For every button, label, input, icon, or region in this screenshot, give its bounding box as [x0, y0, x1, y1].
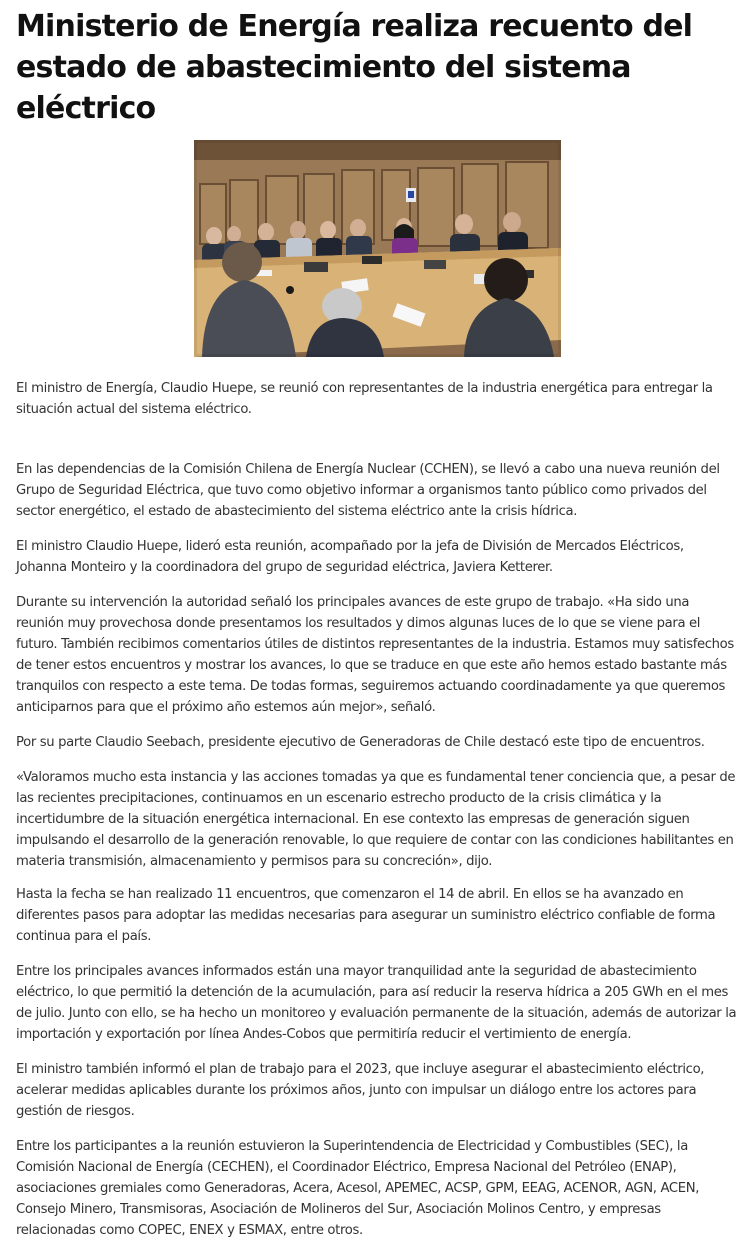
- paragraph: Entre los principales avances informados están una mayor tranquilidad ante la seguridad de abastecimiento eléctrico, lo que permitió la detención de la acumulación, para así reducir la reserva hídrica a 205 GWh en el mes de julio. Junto con ello, se ha hecho un monitoreo y evaluación permanente de la situación, además de autorizar la importación y exportación por línea Andes-Cobos que permitiría reducir el vertimiento de energía.: [16, 964, 737, 1042]
- paragraph: Entre los participantes a la reunión estuvieron la Superintendencia de Electricidad y Combustibles (SEC), la Comisión Nacional de Energía (CECHEN), el Coordinador Eléctrico, Empresa Nacional del Petróleo (ENAP), asociaciones gremiales como Generadoras, Acera, Acesol, APEMEC, ACSP, GPM, EEAG, ACENOR, AGN, ACEN, Consejo Minero, Transmisoras, Asociación de Molineros del Sur, Asociación Molinos Centro, y empresas relacionadas como COPEC, ENEX y ESMAX, entre otros.: [16, 1139, 700, 1238]
- paragraph: Durante su intervención la autoridad señaló los principales avances de este grupo de trabajo. «Ha sido una reunión muy provechosa donde presentamos los resultados y dimos algunas luces de lo que se viene para el futuro. También recibimos comentarios útiles de distintos representantes de la industria. Estamos muy satisfechos de tener estos encuentros y mostrar los avances, lo que se traduce en que este año hemos estado bastante más tranquilos con respecto a este tema. De todas formas, seguiremos actuando coordinadamente ya que queremos anticiparnos para que el próximo año estemos aún mejor», señaló.: [16, 595, 734, 715]
- article-body: [16, 378, 738, 1241]
- article-headline: Ministerio de Energía realiza recuento del estado de abastecimiento del sistema eléctrico: [16, 9, 693, 126]
- meeting-photo-illustration: [194, 140, 561, 357]
- paragraph: El ministro también informó el plan de trabajo para el 2023, que incluye asegurar el abastecimiento eléctrico, acelerar medidas aplicables durante los próximos años, junto con impulsar un diálogo entre los actores para gestión de riesgos.: [16, 1062, 705, 1119]
- paragraph: Por su parte Claudio Seebach, presidente ejecutivo de Generadoras de Chile destacó este tipo de encuentros.: [16, 735, 705, 750]
- paragraph: En las dependencias de la Comisión Chilena de Energía Nuclear (CCHEN), se llevó a cabo una nueva reunión del Grupo de Seguridad Eléctrica, que tuvo como objetivo informar a organismos tanto público como privados del sector energético, el estado de abastecimiento del sistema eléctrico ante la crisis hídrica.: [16, 462, 720, 519]
- paragraph: El ministro Claudio Huepe, lideró esta reunión, acompañado por la jefa de División de Mercados Eléctricos, Johanna Monteiro y la coordinadora del grupo de seguridad eléctrica, Javiera Ketterer.: [16, 539, 684, 575]
- paragraph: Hasta la fecha se han realizado 11 encuentros, que comenzaron el 14 de abril. En ellos se ha avanzado en diferentes pasos para adoptar las medidas necesarias para asegurar un suministro eléctrico confiable de forma continua para el país.: [16, 887, 716, 944]
- article: [16, 0, 738, 1241]
- meeting-photo: [194, 140, 561, 357]
- paragraph-lead: El ministro de Energía, Claudio Huepe, se reunió con representantes de la industria energética para entregar la situación actual del sistema eléctrico.: [16, 381, 713, 417]
- paragraph-quote: «Valoramos mucho esta instancia y las acciones tomadas ya que es fundamental tener conciencia que, a pesar de las recientes precipitaciones, continuamos en un escenario estrecho producto de la crisis climática y la incertidumbre de la situación energética internacional. En ese contexto las empresas de generación siguen impulsando el desarrollo de la generación renovable, lo que requiere de contar con las condiciones habilitantes en materia transmisión, almacenamiento y permisos para su concreción», dijo.: [16, 770, 736, 869]
